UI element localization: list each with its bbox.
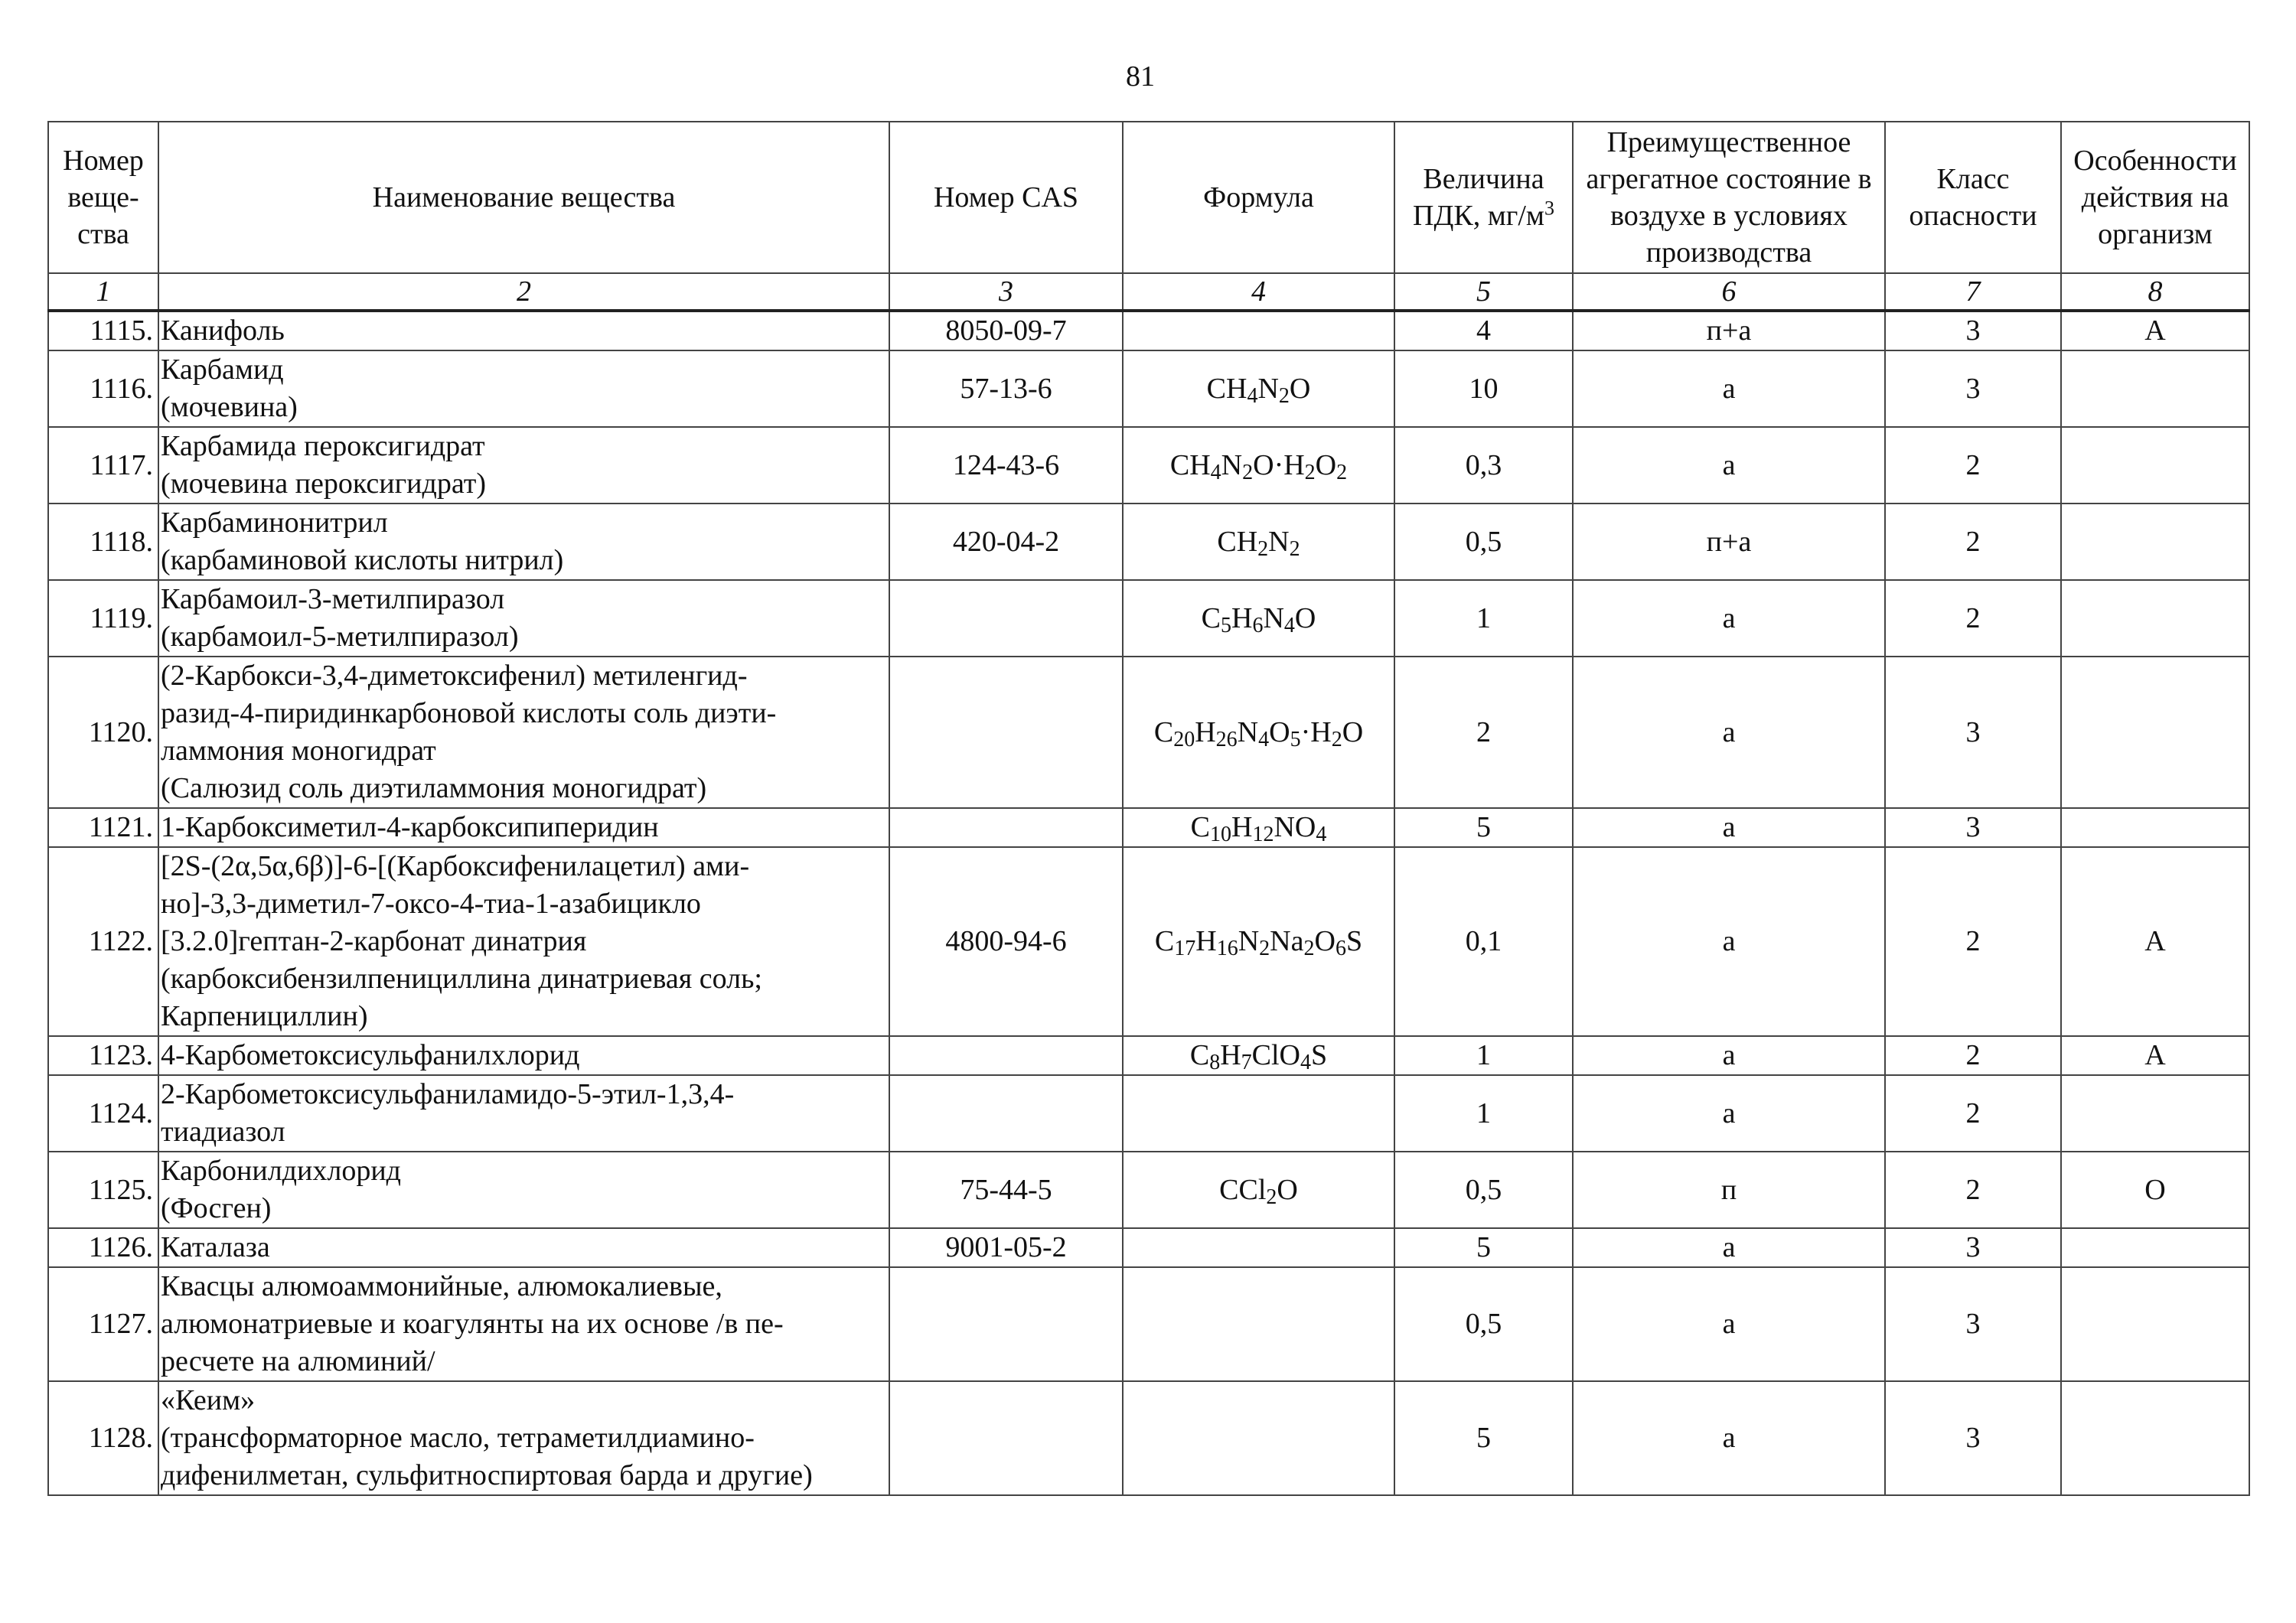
table-row <box>48 580 2249 657</box>
table-header-row <box>48 122 2249 273</box>
pdk-value: 1 <box>1394 580 1573 657</box>
substance-number: 1122. <box>48 847 158 1036</box>
hazard-class: 2 <box>1885 847 2061 1036</box>
chemical-formula <box>1123 1381 1394 1495</box>
cas-number <box>889 1267 1123 1381</box>
pdk-value: 0,5 <box>1394 1152 1573 1228</box>
table-row <box>48 1228 2249 1267</box>
substance-name: [2S-(2α,5α,6β)]-6-[(Карбоксифенилацетил) ами- но]-3,3-диметил-7-оксо-4-тиа-1-азабицикло [3.2.0]гептан-2-карбонат динатрия (карбоксибензилпенициллина динатриевая соль; Карпенициллин) <box>158 847 889 1036</box>
substance-number: 1117. <box>48 427 158 504</box>
effect-feature: А <box>2061 1036 2249 1075</box>
table-row <box>48 504 2249 580</box>
chemical-formula: $C_5H_6N_4O$ <box>1123 580 1394 657</box>
substance-name: 1-Карбоксиметил-4-карбоксипиперидин <box>158 808 889 847</box>
effect-feature <box>2061 657 2249 808</box>
header-number: Номер веще-ства <box>48 122 158 273</box>
substance-number: 1121. <box>48 808 158 847</box>
column-number: 8 <box>2061 273 2249 311</box>
chemical-formula: CCl$_2$O <box>1123 1152 1394 1228</box>
column-number: 2 <box>158 273 889 311</box>
aggregate-state: п+а <box>1573 504 1885 580</box>
substance-name: 4-Карбометоксисульфанилхлорид <box>158 1036 889 1075</box>
pdk-value: 5 <box>1394 808 1573 847</box>
chemical-formula: $CH_2N_2$ <box>1123 504 1394 580</box>
substance-number: 1125. <box>48 1152 158 1228</box>
column-number: 4 <box>1123 273 1394 311</box>
pdk-value: 1 <box>1394 1036 1573 1075</box>
header-effect: Особенности действия на организм <box>2061 122 2249 273</box>
chemical-formula <box>1123 1228 1394 1267</box>
substance-number: 1120. <box>48 657 158 808</box>
hazard-class: 2 <box>1885 1152 2061 1228</box>
substance-name: Канифоль <box>158 311 889 350</box>
substance-number: 1128. <box>48 1381 158 1495</box>
page-number: 81 <box>1126 60 1155 93</box>
aggregate-state: а <box>1573 427 1885 504</box>
substance-name: 2-Карбометоксисульфаниламидо-5-этил-1,3,4- тиадиазол <box>158 1075 889 1152</box>
pdk-value: 0,1 <box>1394 847 1573 1036</box>
substance-name: (2-Карбокси-3,4-диметоксифенил) метиленгид- разид-4-пиридинкарбоновой кислоты соль диэти- ламмония моногидрат (Салюзид соль диэтиламмония моногидрат) <box>158 657 889 808</box>
table-row <box>48 311 2249 350</box>
effect-feature <box>2061 350 2249 427</box>
column-number: 5 <box>1394 273 1573 311</box>
hazard-class: 2 <box>1885 580 2061 657</box>
table-row <box>48 657 2249 808</box>
effect-feature <box>2061 1381 2249 1495</box>
pdk-value: 10 <box>1394 350 1573 427</box>
cas-number: 8050-09-7 <box>889 311 1123 350</box>
substance-name: Карбонилдихлорид (Фосген) <box>158 1152 889 1228</box>
table-row <box>48 1267 2249 1381</box>
cas-number: 420-04-2 <box>889 504 1123 580</box>
pdk-value: 5 <box>1394 1228 1573 1267</box>
cas-number <box>889 1036 1123 1075</box>
effect-feature: О <box>2061 1152 2249 1228</box>
cas-number <box>889 808 1123 847</box>
cas-number <box>889 580 1123 657</box>
cas-number: 4800-94-6 <box>889 847 1123 1036</box>
hazard-class: 3 <box>1885 350 2061 427</box>
hazard-class: 3 <box>1885 1267 2061 1381</box>
chemical-formula: $C_{17}H_{16}N_2Na_2O_6S$ <box>1123 847 1394 1036</box>
substances-table <box>47 121 2250 1496</box>
substance-number: 1115. <box>48 311 158 350</box>
header-formula: Формула <box>1123 122 1394 273</box>
effect-feature: А <box>2061 311 2249 350</box>
table-row <box>48 1381 2249 1495</box>
chemical-formula: $C_{10}H_{12}NO_4$ <box>1123 808 1394 847</box>
hazard-class: 2 <box>1885 1036 2061 1075</box>
substance-name: Карбамида пероксигидрат (мочевина пероксигидрат) <box>158 427 889 504</box>
column-number: 7 <box>1885 273 2061 311</box>
substance-name: Карбаминонитрил (карбаминовой кислоты нитрил) <box>158 504 889 580</box>
hazard-class: 2 <box>1885 1075 2061 1152</box>
aggregate-state: а <box>1573 1381 1885 1495</box>
substance-number: 1119. <box>48 580 158 657</box>
cas-number: 9001-05-2 <box>889 1228 1123 1267</box>
hazard-class: 3 <box>1885 1228 2061 1267</box>
cas-number <box>889 1075 1123 1152</box>
table-row <box>48 1152 2249 1228</box>
substance-number: 1126. <box>48 1228 158 1267</box>
cas-number <box>889 657 1123 808</box>
chemical-formula <box>1123 1267 1394 1381</box>
chemical-formula: $CH_4N_2O\cdot H_2O_2$ <box>1123 427 1394 504</box>
column-number: 3 <box>889 273 1123 311</box>
table-body <box>48 311 2249 1495</box>
chemical-formula: $C_{20}H_{26}N_4O_5\cdot H_2O$ <box>1123 657 1394 808</box>
cas-number: 124-43-6 <box>889 427 1123 504</box>
effect-feature <box>2061 1228 2249 1267</box>
substance-number: 1127. <box>48 1267 158 1381</box>
aggregate-state: а <box>1573 1075 1885 1152</box>
substance-name: Квасцы алюмоаммонийные, алюмокалиевые, алюмонатриевые и коагулянты на их основе /в пе- ресчете на алюминий/ <box>158 1267 889 1381</box>
hazard-class: 2 <box>1885 427 2061 504</box>
substance-name: Карбамид (мочевина) <box>158 350 889 427</box>
effect-feature <box>2061 504 2249 580</box>
hazard-class: 3 <box>1885 808 2061 847</box>
substance-name: «Кеим» (трансформаторное масло, тетраметилдиамино- дифенилметан, сульфитноспиртовая барда и другие) <box>158 1381 889 1495</box>
chemical-formula <box>1123 311 1394 350</box>
hazard-class: 2 <box>1885 504 2061 580</box>
pdk-value: 0,5 <box>1394 504 1573 580</box>
header-pdk: Величина ПДК, $мг/м^3$ <box>1394 122 1573 273</box>
column-number: 1 <box>48 273 158 311</box>
header-cas: Номер CAS <box>889 122 1123 273</box>
hazard-class: 3 <box>1885 1381 2061 1495</box>
cas-number: 75-44-5 <box>889 1152 1123 1228</box>
table-row <box>48 847 2249 1036</box>
substance-name: Каталаза <box>158 1228 889 1267</box>
table-row <box>48 427 2249 504</box>
chemical-formula: $CH_4N_2O$ <box>1123 350 1394 427</box>
aggregate-state: а <box>1573 1267 1885 1381</box>
hazard-class: 3 <box>1885 657 2061 808</box>
effect-feature <box>2061 427 2249 504</box>
column-number-row <box>48 273 2249 311</box>
aggregate-state: а <box>1573 847 1885 1036</box>
pdk-value: 0,3 <box>1394 427 1573 504</box>
substance-name: Карбамоил-3-метилпиразол (карбамоил-5-метилпиразол) <box>158 580 889 657</box>
pdk-value: 5 <box>1394 1381 1573 1495</box>
pdk-value: 4 <box>1394 311 1573 350</box>
chemical-formula <box>1123 1075 1394 1152</box>
table-row <box>48 1036 2249 1075</box>
substance-number: 1123. <box>48 1036 158 1075</box>
table-row <box>48 808 2249 847</box>
substance-number: 1116. <box>48 350 158 427</box>
header-class: Класс опасности <box>1885 122 2061 273</box>
pdk-value: 2 <box>1394 657 1573 808</box>
effect-feature <box>2061 1267 2249 1381</box>
effect-feature <box>2061 808 2249 847</box>
effect-feature <box>2061 580 2249 657</box>
header-name: Наименование вещества <box>158 122 889 273</box>
pdk-value: 1 <box>1394 1075 1573 1152</box>
table-row <box>48 1075 2249 1152</box>
effect-feature <box>2061 1075 2249 1152</box>
chemical-formula: $C_8H_7ClO_4S$ <box>1123 1036 1394 1075</box>
aggregate-state: а <box>1573 1228 1885 1267</box>
header-state: Преимущественное агрегатное состояние в воздухе в условиях производства <box>1573 122 1885 273</box>
aggregate-state: а <box>1573 350 1885 427</box>
aggregate-state: а <box>1573 1036 1885 1075</box>
substance-number: 1118. <box>48 504 158 580</box>
hazard-class: 3 <box>1885 311 2061 350</box>
column-number: 6 <box>1573 273 1885 311</box>
table-row <box>48 350 2249 427</box>
substance-number: 1124. <box>48 1075 158 1152</box>
aggregate-state: а <box>1573 808 1885 847</box>
pdk-value: 0,5 <box>1394 1267 1573 1381</box>
aggregate-state: п+а <box>1573 311 1885 350</box>
cas-number <box>889 1381 1123 1495</box>
aggregate-state: п <box>1573 1152 1885 1228</box>
aggregate-state: а <box>1573 580 1885 657</box>
cas-number: 57-13-6 <box>889 350 1123 427</box>
effect-feature: А <box>2061 847 2249 1036</box>
aggregate-state: а <box>1573 657 1885 808</box>
